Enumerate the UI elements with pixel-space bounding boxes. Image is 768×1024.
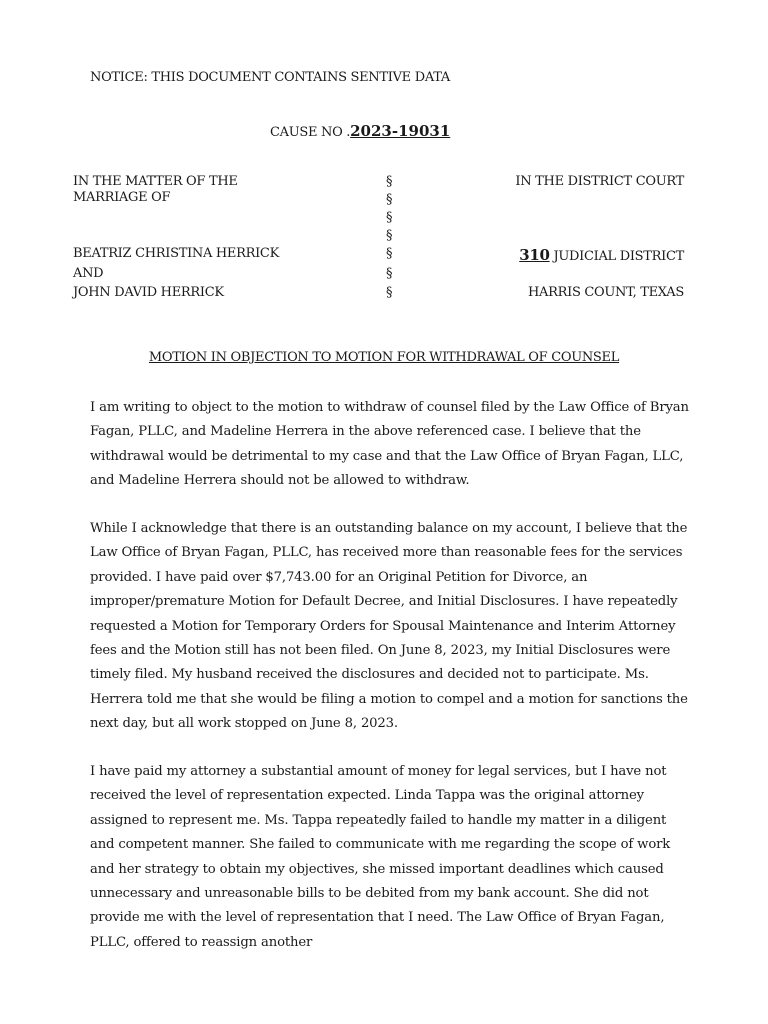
judicial-district bbox=[519, 246, 684, 264]
section-symbol: § bbox=[386, 210, 393, 225]
motion-title: MOTION IN OBJECTION TO MOTION FOR WITHDRAWAL OF COUNSEL bbox=[148, 350, 620, 365]
body-paragraph: I have paid my attorney a substantial amount of money for legal services, but I have not received the level of representation expected. Linda Tappa was the original attorney assigned to represent me. Ms. Tappa repeatedly failed to handle my matter in a diligent and competent manner. She failed to communicate with me regarding the scope of work and her strategy to obtain my objectives, she missed important deadlines which caused unnecessary and unreasonable bills to be debited from my bank account. She did not provide me with the level of representation that I need. The Law Office of Bryan Fagan, PLLC, offered to reassign another bbox=[90, 764, 671, 950]
court-name: IN THE DISTRICT COURT bbox=[515, 174, 684, 189]
district-number: 310 bbox=[519, 246, 550, 264]
body-paragraph: While I acknowledge that there is an outstanding balance on my account, I believe that the Law Office of Bryan Fagan, PLLC, has received more than reasonable fees for the services provided. I have paid over $7,743.00 for an Original Petition for Divorce, an improper/premature Motion for Default Decree, and Initial Disclosures. I have repeatedly requested a Motion for Temporary Orders for Spousal Maintenance and Interim Attorney fees and the Motion still has not been filed. On June 8, 2023, my Initial Disclosures were timely filed. My husband received the disclosures and decided not to participate. Ms. Herrera told me that she would be filing a motion to compel and a motion for sanctions the next day, but all work stopped on June 8, 2023. bbox=[90, 521, 688, 732]
caption-matter-line1: IN THE MATTER OF THE bbox=[73, 174, 238, 189]
cause-number bbox=[270, 122, 450, 140]
district-label: JUDICIAL DISTRICT bbox=[549, 249, 684, 264]
county-state: HARRIS COUNT, TEXAS bbox=[528, 285, 684, 300]
section-symbol: § bbox=[386, 192, 393, 207]
section-symbol: § bbox=[386, 266, 393, 281]
section-symbol: § bbox=[386, 228, 393, 243]
section-symbol: § bbox=[386, 246, 393, 261]
caption-party-petitioner: BEATRIZ CHRISTINA HERRICK bbox=[73, 246, 279, 261]
body-paragraph: I am writing to object to the motion to withdraw of counsel filed by the Law Office of Bryan Fagan, PLLC, and Madeline Herrera in the above referenced case. I believe that the withdrawal would be detrimental to my case and that the Law Office of Bryan Fagan, LLC, and Madeline Herrera should not be allowed to withdraw. bbox=[90, 400, 689, 489]
cause-prefix: CAUSE NO . bbox=[270, 125, 351, 140]
caption-and: AND bbox=[73, 266, 104, 281]
section-symbol: § bbox=[386, 285, 393, 300]
caption-matter-line2: MARRIAGE OF bbox=[73, 190, 171, 205]
notice-header: NOTICE: THIS DOCUMENT CONTAINS SENTIVE DATA bbox=[90, 70, 450, 85]
cause-number-value: 2023-19031 bbox=[350, 122, 451, 140]
section-symbol: § bbox=[386, 174, 393, 189]
caption-party-respondent: JOHN DAVID HERRICK bbox=[73, 285, 224, 300]
